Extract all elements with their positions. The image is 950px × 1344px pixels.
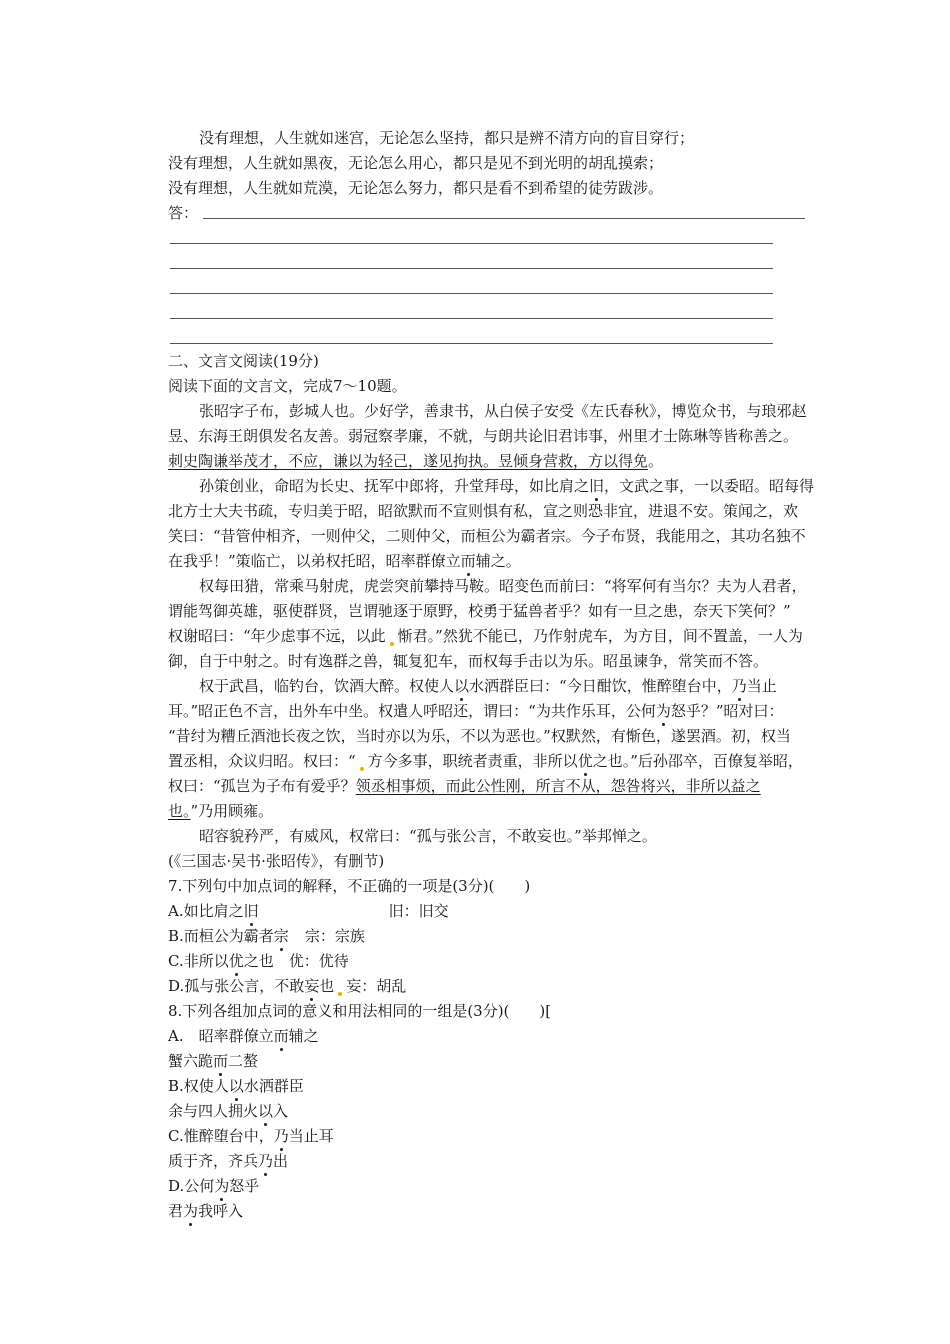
passage-line: 笑曰：“昔管仲相齐，一则仲父，二则仲父，而桓公为霸者宗。今子布贤，我能用之，其功名独不 (168, 527, 806, 545)
passage-line: 北方士大夫书疏，专归美于昭，昭欲默而不宣则惧有私，宣之则恐非宜，进退不安。策闻之，欢 (168, 502, 799, 520)
poem-line-3: 没有理想，人生就如荒漠，无论怎么努力，都只是看不到希望的徒劳跋涉。 (168, 179, 664, 197)
answer-line[interactable] (170, 243, 773, 244)
question-7-stem: 7.下列句中加点词的解释，不正确的一项是(3分)( ) (168, 877, 531, 895)
passage-line: 昱、东海王朗俱发名友善。弱冠察孝廉，不就，与朗共论旧君讳事，州里才士陈琳等皆称善之。 (168, 427, 799, 445)
dotted-word: 为 (655, 702, 671, 720)
answer-line[interactable] (170, 343, 773, 344)
option-8b[interactable]: B.权使人以水洒群臣 (168, 1077, 304, 1095)
dotted-word: 旧 (589, 477, 605, 495)
dotted-word: 而 (273, 1027, 289, 1045)
option-8b-compare: 余与四人拥火以入 (168, 1102, 289, 1120)
passage-line: 权每田猎，常乘马射虎，虎尝突前攀持马鞍。昭变色而前曰：“将军何有当尔？夫为人君者， (199, 577, 807, 595)
question-8-stem: 8.下列各组加点词的意义和用法相同的一组是(3分)( )[ (168, 1002, 552, 1020)
passage-line: 权于武昌，临钓台，饮酒大醉。权使人以水洒群臣曰：“今日酣饮，惟醉堕台中，乃当止 (199, 677, 777, 695)
dotted-word: 宗 (273, 927, 289, 945)
dotted-word: 优 (228, 952, 244, 970)
poem-line-2: 没有理想，人生就如黑夜，无论怎么用心，都只是见不到光明的胡乱摸索； (168, 154, 664, 172)
dotted-word: 以 (454, 677, 470, 695)
option-8d-compare: 君为我呼入 (168, 1202, 244, 1220)
passage-line: 谓能驾御英雄，驱使群贤，岂谓驰逐于原野，校勇于猛兽者乎？如有一旦之患，奈天下笑何？” (168, 602, 791, 620)
dotted-word: 以 (228, 1077, 244, 1095)
option-8a[interactable]: A. 昭率群僚立而辅之 (168, 1027, 319, 1045)
passage-line: 权曰：“孤岂为子布有爱乎？领丞相事烦，而此公性刚，所言不从，怨咎将兴，非所以益之 (168, 777, 761, 795)
highlight-mark (360, 767, 364, 771)
dotted-word: 而 (460, 552, 476, 570)
dotted-word: 而 (213, 1052, 229, 1070)
answer-line[interactable] (170, 318, 773, 319)
underlined-sentence: 刺史陶谦举茂才，不应，谦以为轻己，遂见拘执。昱倾身营救，方以得免 (168, 452, 649, 470)
underlined-sentence: 也。 (168, 802, 191, 820)
dotted-word: 为 (183, 1202, 199, 1220)
option-7a[interactable]: A.如比肩之旧 旧：旧交 (168, 902, 449, 920)
option-7d[interactable]: D.孤与张公言，不敢妄也 妄：胡乱 (168, 977, 407, 995)
passage-line: 御，自于中射之。时有逸群之兽，辄复犯车，而权每手击以为乐。昭虽谏争，常笑而不答。 (168, 652, 769, 670)
dotted-word: 乃 (731, 677, 747, 695)
answer-label: 答： (168, 204, 199, 222)
section-title: 二、文言文阅读(19分) (168, 352, 319, 370)
source-citation: (《三国志·吴书·张昭传》，有删节) (168, 852, 385, 870)
passage-line: 置丞相，众议归昭。权曰：“ 方今多事，职统者责重，非所以优之也。”后孙邵卒，百僚复举昭， (168, 752, 803, 770)
passage-line: 在我乎！”策临亡，以弟权托昭，昭率群僚立而辅之。 (168, 552, 521, 570)
passage-line: 孙策创业，命昭为长史、抚军中郎将，升堂拜母，如比肩之旧，文武之事，一以委昭。昭每得 (199, 477, 815, 495)
passage-line: 权谢昭曰：“年少虑事不远，以此 惭君。”然犹不能已，乃作射虎车，为方目，间不置盖，一人为 (168, 627, 803, 645)
underlined-sentence: 领丞相事烦，而此公性刚，所言不从，怨咎将兴，非所以益之 (355, 777, 761, 795)
answer-line[interactable] (170, 293, 773, 294)
instructions: 阅读下面的文言文，完成7～10题。 (168, 377, 407, 395)
answer-line[interactable] (170, 268, 773, 269)
dotted-word: 旧 (243, 902, 259, 920)
option-8d[interactable]: D.公何为怒乎 (168, 1177, 260, 1195)
passage-line: 耳。”昭正色不言，出外车中坐。权遣人呼昭还，谓曰：“为共作乐耳，公何为怒乎？”昭对曰： (168, 702, 784, 720)
dotted-word: 优 (577, 752, 593, 770)
answer-line[interactable] (203, 218, 805, 219)
passage-line: 张昭字子布，彭城人也。少好学，善隶书，从白侯子安受《左氏春秋》，博览众书，与琅邪赵 (199, 402, 807, 420)
dotted-word: 为 (214, 1177, 230, 1195)
passage-line: 昭容貌矜严，有威风，权常曰：“孤与张公言，不敢妄也。”举邦惮之。 (199, 827, 657, 845)
option-8c[interactable]: C.惟醉堕台中，乃当止耳 (168, 1127, 334, 1145)
dotted-word: 妄 (304, 977, 320, 995)
poem-line-1: 没有理想，人生就如迷宫，无论怎么坚持，都只是辨不清方向的盲目穿行； (199, 129, 695, 147)
highlight-mark (338, 992, 342, 996)
dotted-word: 乃 (273, 1127, 289, 1145)
option-8a-compare: 蟹六跪而二螯 (168, 1052, 259, 1070)
dotted-word: 乃 (258, 1152, 274, 1170)
highlight-mark (390, 642, 394, 646)
passage-line: 刺史陶谦举茂才，不应，谦以为轻己，遂见拘执。昱倾身营救，方以得免。 (168, 452, 664, 470)
option-7b[interactable]: B.而桓公为霸者宗 宗：宗族 (168, 927, 365, 945)
passage-line: 也。”乃用顾雍。 (168, 802, 274, 820)
dotted-word: 以 (258, 1102, 274, 1120)
option-7c[interactable]: C.非所以优之也 优：优待 (168, 952, 349, 970)
option-8c-compare: 质于齐，齐兵乃出 (168, 1152, 289, 1170)
passage-line: “昔纣为糟丘酒池长夜之饮，当时亦以为乐，不以为恶也。”权默然，有惭色，遂罢酒。初，权当 (168, 727, 791, 745)
